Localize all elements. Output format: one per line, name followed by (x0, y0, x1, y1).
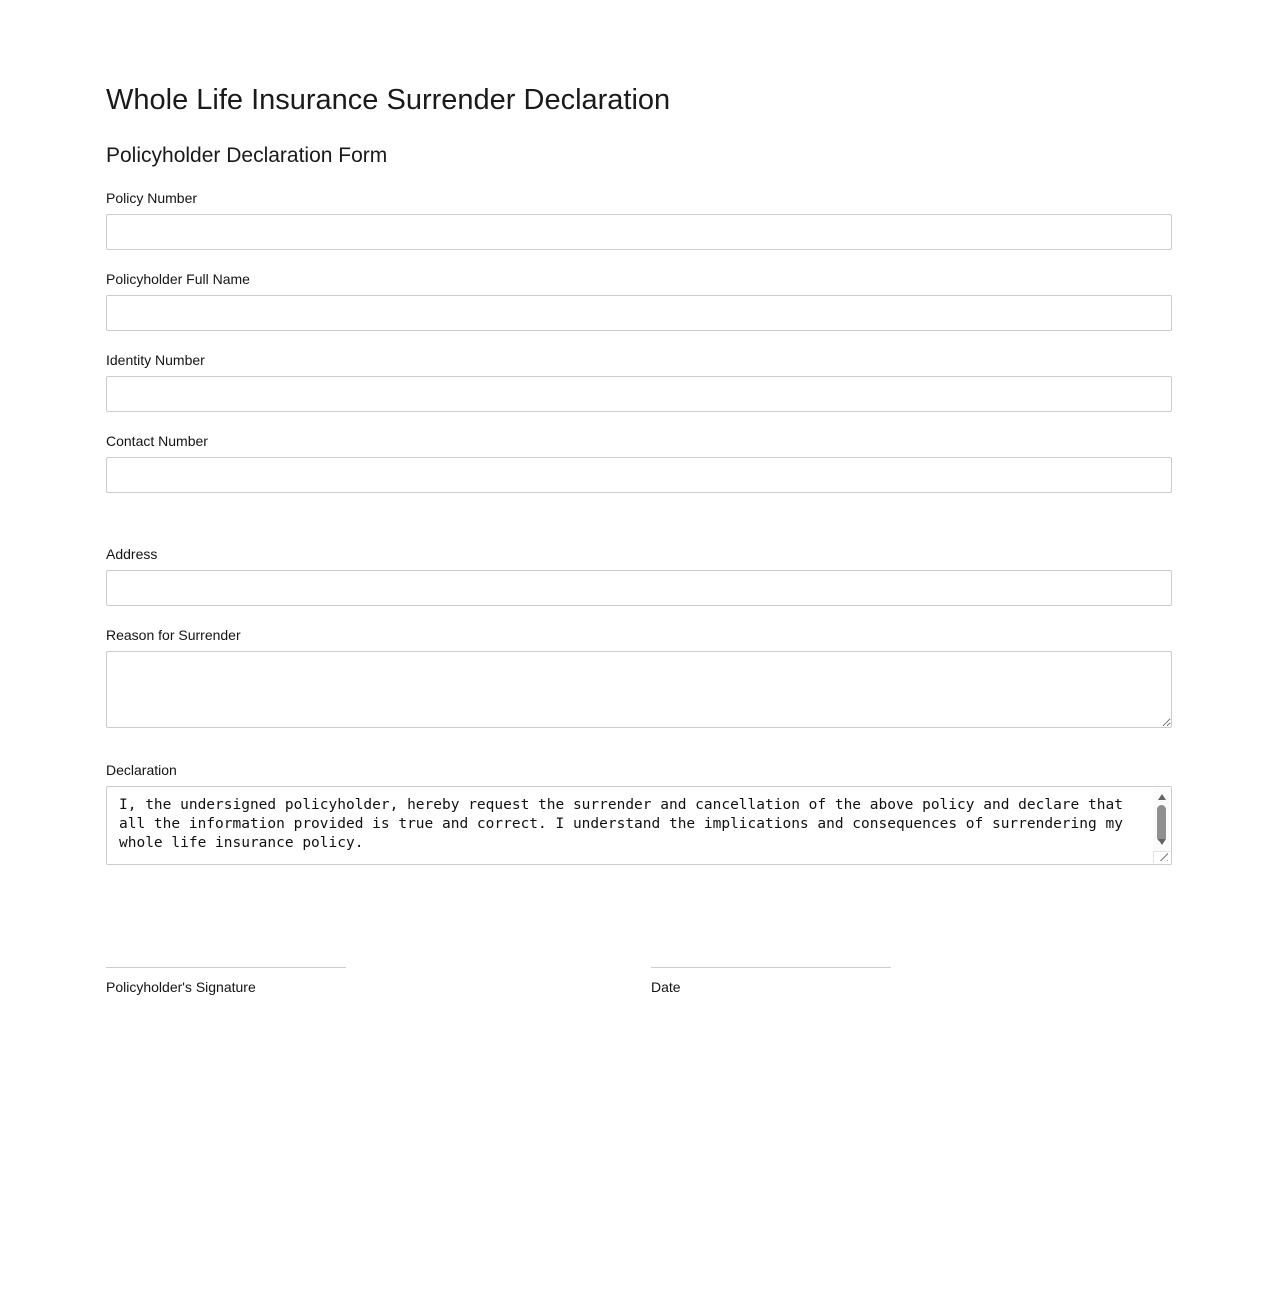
identity-number-group (106, 352, 1172, 412)
address-label: Address (106, 546, 158, 562)
scroll-up-button[interactable] (1153, 790, 1170, 804)
contact-number-group (106, 433, 1172, 493)
declaration-text: I, the undersigned policyholder, hereby request the surrender and cancellation of the above policy and declare that all the information provided is true and correct. I understand the implications and consequences of surrendering my whole life insurance policy. (119, 797, 1123, 851)
date-label: Date (651, 979, 681, 995)
reason-textarea[interactable] (106, 651, 1172, 728)
arrow-up-icon (1158, 794, 1166, 800)
declaration-textarea[interactable] (106, 786, 1172, 865)
address-input[interactable] (106, 570, 1172, 606)
date-line (651, 967, 891, 995)
policy-number-label: Policy Number (106, 190, 198, 206)
scroll-down-button[interactable] (1153, 835, 1170, 849)
page-subtitle: Policyholder Declaration Form (106, 144, 388, 167)
declaration-group (106, 762, 1172, 865)
contact-number-label: Contact Number (106, 433, 208, 449)
reason-label: Reason for Surrender (106, 627, 241, 643)
reason-group (106, 627, 1172, 728)
signature-section (106, 967, 1172, 995)
contact-number-input[interactable] (106, 457, 1172, 493)
policy-number-group (106, 190, 1172, 250)
arrow-down-icon (1158, 839, 1166, 845)
declaration-label: Declaration (106, 762, 177, 778)
policyholder-name-label: Policyholder Full Name (106, 271, 250, 287)
policyholder-name-group (106, 271, 1172, 331)
signature-label: Policyholder's Signature (106, 979, 256, 995)
policy-number-input[interactable] (106, 214, 1172, 250)
page-title: Whole Life Insurance Surrender Declaration (106, 84, 671, 116)
address-group (106, 546, 1172, 606)
identity-number-input[interactable] (106, 376, 1172, 412)
signature-line (106, 967, 346, 995)
identity-number-label: Identity Number (106, 352, 205, 368)
declaration-resize-corner[interactable] (1153, 851, 1170, 863)
resize-handle-icon (1159, 852, 1168, 861)
declaration-scrollbar[interactable] (1153, 788, 1170, 851)
policyholder-name-input[interactable] (106, 295, 1172, 331)
